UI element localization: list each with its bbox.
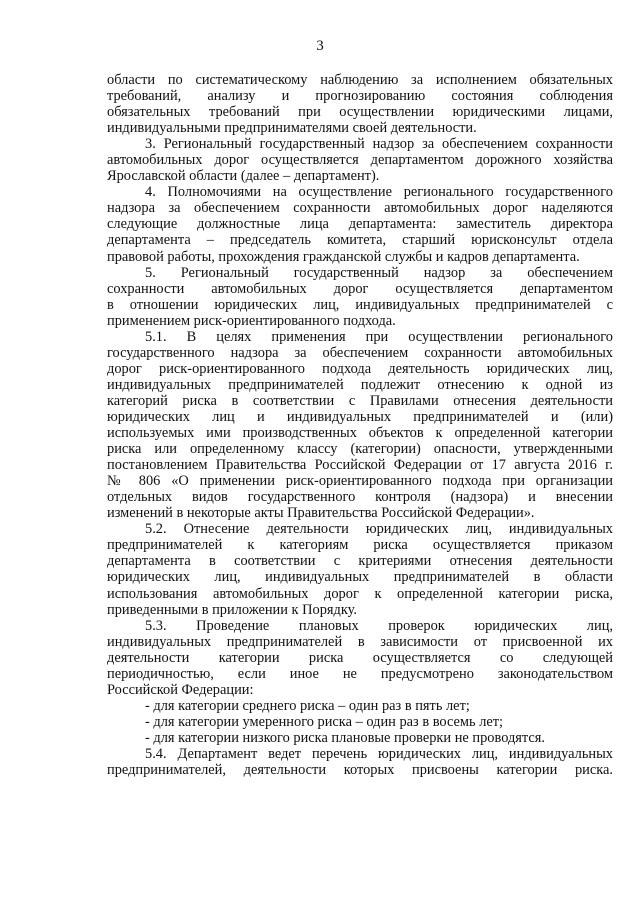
page-number: 3 <box>316 38 324 54</box>
text-line: обязательных требований при осуществлении юридическими лицами, <box>107 104 613 121</box>
text-line: 5.4. Департамент ведет перечень юридических лиц, индивидуальных <box>145 745 613 762</box>
text-line: государственного надзора за обеспечением сохранности автомобильных <box>107 344 613 361</box>
list-item: - для категории среднего риска – один раз в пять лет; <box>145 697 470 714</box>
list-item: - для категории низкого риска плановые проверки не проводятся. <box>145 729 545 746</box>
text-line: использования автомобильных дорог к определенной категории риска, <box>107 585 613 602</box>
document-body <box>107 72 613 778</box>
text-line: дорог риск-ориентированного подхода деятельность юридических лиц, <box>107 360 613 377</box>
paragraph-5 <box>107 265 613 329</box>
text-line: № 806 «О применении риск-ориентированного подхода при организации <box>107 473 613 490</box>
text-line: автомобильных дорог осуществляется департаментом дорожного хозяйства <box>107 152 613 169</box>
text-line: в отношении юридических лиц, индивидуальных предпринимателей с <box>107 296 613 313</box>
text-line: индивидуальных предпринимателей подлежит отнесению к одной из <box>107 376 613 393</box>
text-line: приведенными в приложении к Порядку. <box>107 601 357 618</box>
text-line: 5.1. В целях применения при осуществлении регионального <box>145 328 613 345</box>
text-line: изменений в некоторые акты Правительства Российской Федерации». <box>107 505 535 522</box>
text-line: предпринимателей к категориям риска осуществляется приказом <box>107 537 613 554</box>
text-line: 5.2. Отнесение деятельности юридических лиц, индивидуальных <box>145 521 613 538</box>
paragraph-5-2 <box>107 521 613 617</box>
paragraph-continuation <box>107 72 613 136</box>
text-line: риска или определенному классу (категории) опасности, утвержденными <box>107 441 613 458</box>
text-line: деятельности категории риска осуществляется со следующей <box>107 649 613 666</box>
paragraph-4 <box>107 184 613 264</box>
text-line: Ярославской области (далее – департамент). <box>107 168 380 185</box>
text-line: правовой работы, прохождения гражданской службы и кадров департамента. <box>107 248 580 265</box>
text-line: юридических лиц, индивидуальных предпринимателей в области <box>107 569 613 586</box>
text-line: департамента в соответствии с критериями отнесения деятельности <box>107 553 613 570</box>
text-line: сохранности автомобильных дорог осуществляется департаментом <box>107 280 613 297</box>
text-line: периодичностью, если иное не предусмотрено законодательством <box>107 665 613 682</box>
text-line: юридических лиц и индивидуальных предпринимателей и (или) <box>107 408 613 425</box>
text-line: надзора за обеспечением сохранности автомобильных дорог наделяются <box>107 200 613 217</box>
text-line: области по систематическому наблюдению за исполнением обязательных <box>107 72 613 88</box>
text-line: следующие должностные лица департамента: заместитель директора <box>107 216 613 233</box>
list-item: - для категории умеренного риска – один раз в восемь лет; <box>145 713 504 730</box>
text-line: 3. Региональный государственный надзор за обеспечением сохранности <box>145 136 613 153</box>
text-line: категорий риска в соответствии с Правилами отнесения деятельности <box>107 392 613 409</box>
text-line: индивидуальных предпринимателей в зависимости от присвоенной их <box>107 633 613 650</box>
text-line: департамента – председатель комитета, старший юрисконсульт отдела <box>107 232 613 249</box>
text-line: индивидуальными предпринимателями своей деятельности. <box>107 120 477 137</box>
paragraph-5-4 <box>107 746 613 778</box>
text-line: 5.3. Проведение плановых проверок юридических лиц, <box>145 617 613 634</box>
text-line: постановлением Правительства Российской Федерации от 17 августа 2016 г. <box>107 457 613 474</box>
text-line: Российской Федерации: <box>107 681 254 698</box>
text-line: 4. Полномочиями на осуществление регионального государственного <box>145 184 613 201</box>
text-line: предпринимателей, деятельности которых присвоены категории риска. <box>107 762 613 779</box>
paragraph-5-3 <box>107 618 613 698</box>
paragraph-3 <box>107 136 613 184</box>
paragraph-5-1 <box>107 329 613 522</box>
text-line: 5. Региональный государственный надзор за обеспечением <box>145 264 613 281</box>
text-line: применением риск-ориентированного подхода. <box>107 312 396 329</box>
text-line: используемых ими производственных объектов к определенной категории <box>107 425 613 442</box>
text-line: отдельных видов государственного контроля (надзора) и внесении <box>107 489 613 506</box>
text-line: требований, анализу и прогнозированию состояния соблюдения <box>107 88 613 105</box>
